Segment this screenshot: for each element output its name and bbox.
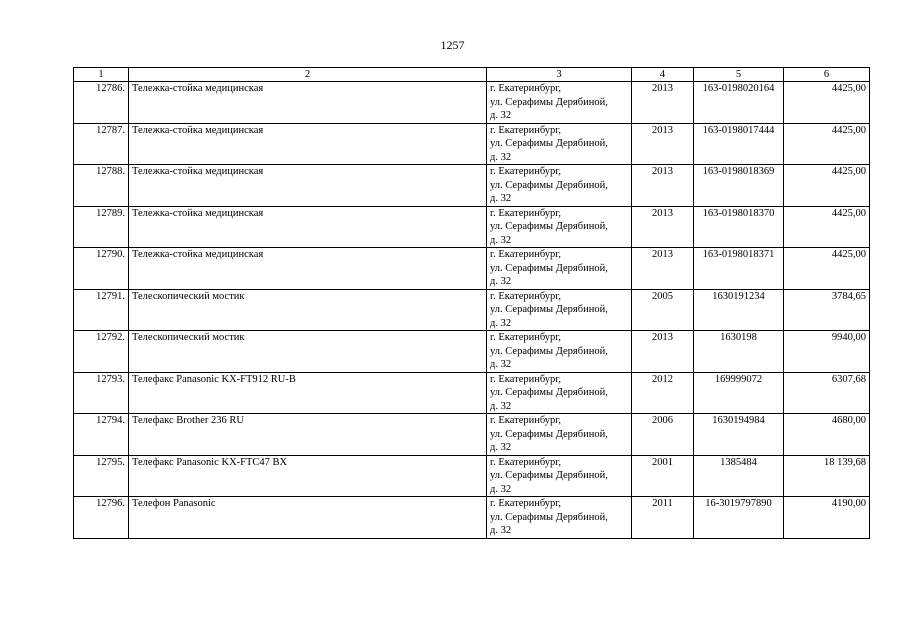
commission-year: 2013 [632,206,694,248]
commission-year: 2012 [632,372,694,414]
address-line: ул. Серафимы Дерябиной, [490,262,608,274]
address-line: д. 32 [490,359,512,370]
item-address [487,165,632,207]
table-row [74,165,870,207]
item-address [487,289,632,331]
row-number: 12790. [74,248,129,290]
item-address [487,372,632,414]
address-line: д. 32 [490,276,512,287]
address-line: г. Екатеринбург, [490,498,562,509]
table-row [74,82,870,124]
row-number: 12789. [74,206,129,248]
inventory-number: 1385484 [694,455,784,497]
table-row [74,206,870,248]
commission-year: 2005 [632,289,694,331]
table-row [74,497,870,539]
address-line: ул. Серафимы Дерябиной, [490,387,608,398]
address-line: г. Екатеринбург, [490,166,562,177]
table-row [74,289,870,331]
address-line: д. 32 [490,400,512,412]
item-address [487,414,632,456]
table-row [74,248,870,290]
book-value: 4425,00 [784,123,870,165]
address-line: г. Екатеринбург, [490,456,562,468]
page-number: 1257 [440,38,465,52]
item-name: Тележка-стойка медицинская [129,248,487,290]
address-line: ул. Серафимы Дерябиной, [490,428,608,440]
inventory-number: 1630198 [694,331,784,373]
book-value: 9940,00 [784,331,870,373]
property-registry-table [73,67,870,539]
address-line: д. 32 [490,193,512,204]
commission-year: 2013 [632,248,694,290]
item-address [487,82,632,124]
item-name: Тележка-стойка медицинская [129,206,487,248]
book-value: 3784,65 [784,289,870,331]
item-address [487,123,632,165]
address-line: г. Екатеринбург, [490,249,562,260]
item-address [487,497,632,539]
address-line: ул. Серафимы Дерябиной, [490,511,608,523]
address-line: д. 32 [490,442,512,453]
item-address [487,455,632,497]
table-row [74,123,870,165]
item-name: Тележка-стойка медицинская [129,82,487,124]
address-line: г. Екатеринбург, [490,415,562,426]
inventory-number: 16-3019797890 [694,497,784,539]
row-number: 12793. [74,372,129,414]
inventory-number: 1630194984 [694,414,784,456]
table-row [74,372,870,414]
table-row [74,414,870,456]
address-line: ул. Серафимы Дерябиной, [490,221,608,232]
address-line: д. 32 [490,317,512,329]
inventory-number: 163-0198018369 [694,165,784,207]
commission-year: 2013 [632,123,694,165]
row-number: 12786. [74,82,129,124]
inventory-number: 163-0198020164 [694,82,784,124]
address-line: г. Екатеринбург, [490,332,562,343]
address-line: д. 32 [490,110,512,121]
row-number: 12796. [74,497,129,539]
commission-year: 2013 [632,165,694,207]
row-number: 12788. [74,165,129,207]
address-line: г. Екатеринбург, [490,373,562,385]
address-line: ул. Серафимы Дерябиной, [490,138,608,149]
commission-year: 2011 [632,497,694,539]
item-name: Телефакс Panasonic KX-FT912 RU-B [129,372,487,414]
address-line: г. Екатеринбург, [490,290,562,302]
row-number: 12791. [74,289,129,331]
address-line: ул. Серафимы Дерябиной, [490,304,608,315]
address-line: д. 32 [490,483,512,495]
inventory-number: 163-0198018371 [694,248,784,290]
book-value: 4680,00 [784,414,870,456]
item-address [487,206,632,248]
address-line: ул. Серафимы Дерябиной, [490,470,608,481]
book-value: 4425,00 [784,206,870,248]
commission-year: 2013 [632,82,694,124]
table-row [74,455,870,497]
item-name: Тележка-стойка медицинская [129,165,487,207]
item-name: Тележка-стойка медицинская [129,123,487,165]
book-value: 4425,00 [784,82,870,124]
item-address [487,248,632,290]
table-row [74,331,870,373]
book-value: 18 139,68 [784,455,870,497]
column-header: 3 [487,68,632,82]
column-header: 2 [129,68,487,82]
row-number: 12795. [74,455,129,497]
item-name: Телескопический мостик [129,289,487,331]
commission-year: 2006 [632,414,694,456]
item-name: Телефакс Brother 236 RU [129,414,487,456]
address-line: ул. Серафимы Дерябиной, [490,345,608,357]
item-name: Телескопический мостик [129,331,487,373]
commission-year: 2001 [632,455,694,497]
book-value: 4190,00 [784,497,870,539]
commission-year: 2013 [632,331,694,373]
address-line: г. Екатеринбург, [490,83,562,94]
column-header: 4 [632,68,694,82]
row-number: 12794. [74,414,129,456]
inventory-number: 163-0198018370 [694,206,784,248]
book-value: 4425,00 [784,248,870,290]
item-name: Телефакс Panasonic KX-FTC47 BX [129,455,487,497]
address-line: г. Екатеринбург, [490,124,562,136]
address-line: д. 32 [490,151,512,163]
item-address [487,331,632,373]
column-header: 6 [784,68,870,82]
address-line: ул. Серафимы Дерябиной, [490,179,608,191]
inventory-number: 1630191234 [694,289,784,331]
table-body [74,82,870,539]
column-number-row [74,68,870,82]
address-line: д. 32 [490,234,512,246]
item-name: Телефон Panasonic [129,497,487,539]
book-value: 6307,68 [784,372,870,414]
inventory-number: 169999072 [694,372,784,414]
book-value: 4425,00 [784,165,870,207]
address-line: д. 32 [490,525,512,536]
column-header: 5 [694,68,784,82]
column-header: 1 [74,68,129,82]
inventory-number: 163-0198017444 [694,123,784,165]
address-line: г. Екатеринбург, [490,207,562,219]
row-number: 12787. [74,123,129,165]
address-line: ул. Серафимы Дерябиной, [490,96,608,108]
row-number: 12792. [74,331,129,373]
